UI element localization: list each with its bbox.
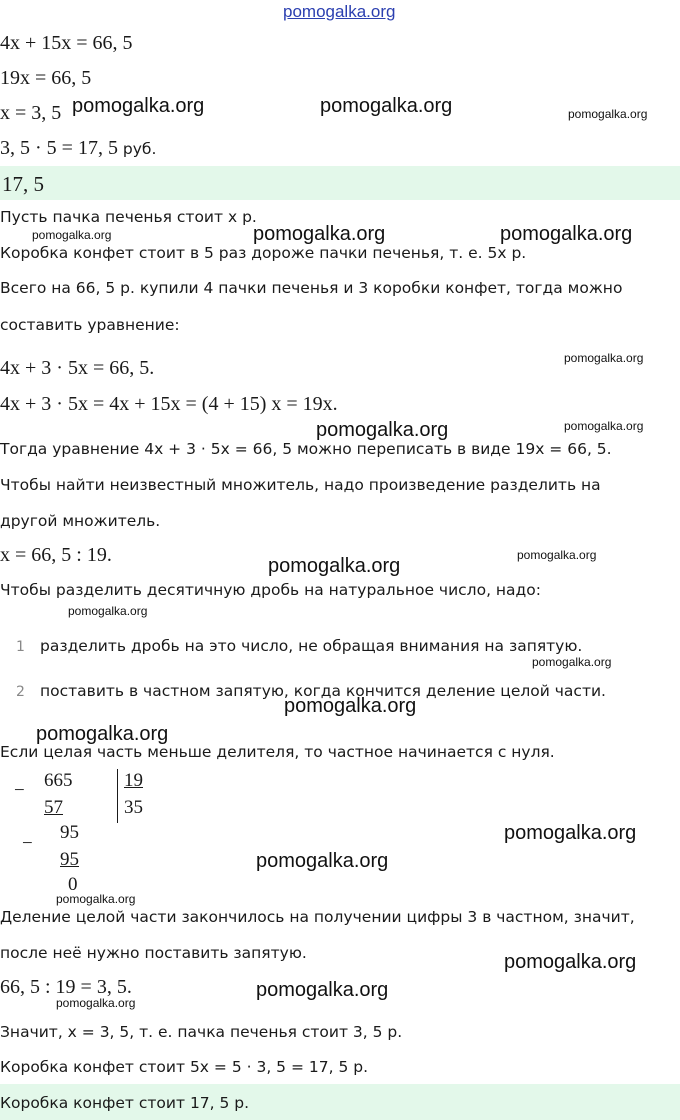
paragraph-5b: другой множитель. [0,512,161,530]
watermark: pomogalka.org [564,419,644,433]
solution-line-1: 4x + 15x = 66, 5 [0,32,133,54]
watermark: pomogalka.org [256,979,389,1001]
watermark: pomogalka.org [284,695,417,717]
equation-2: 4x + 3 · 5x = 4x + 15x = (4 + 15) x = 19x. [0,393,338,415]
final-answer: Коробка конфет стоит 17, 5 р. [0,1094,250,1112]
list-item [16,636,582,655]
answer-value: 17, 5 [2,172,44,196]
answer-box [0,166,680,200]
paragraph-1: Пусть пачка печенья стоит x р. [0,208,257,226]
division-subtract-1: 57 [44,797,63,818]
watermark: pomogalka.org [564,351,644,365]
paragraph-5a: Чтобы найти неизвестный множитель, надо произведение разделить на [0,476,601,494]
division-remainder-1: 95 [60,822,79,843]
list-item-number: 2 [16,684,25,700]
watermark: pomogalka.org [56,892,136,906]
watermark: pomogalka.org [504,822,637,844]
watermark: pomogalka.org [320,95,453,117]
equation-1: 4x + 3 · 5x = 66, 5. [0,357,155,379]
division-vertical-line [117,769,118,823]
watermark: pomogalka.org [72,95,205,117]
division-minus-1: − [14,780,25,801]
site-link[interactable]: pomogalka.org [283,2,396,21]
paragraph-8b: после неё нужно поставить запятую. [0,944,307,962]
paragraph-3a: Всего на 66, 5 р. купили 4 пачки печенья и 3 коробки конфет, тогда можно [0,279,623,297]
division-divisor: 19 [124,770,143,791]
watermark: pomogalka.org [504,951,637,973]
solution-line-4 [0,137,156,160]
watermark: pomogalka.org [36,723,169,745]
list-item-text: поставить в частном запятую, когда кончится деление целой части. [40,682,606,700]
division-subtract-2: 95 [60,849,79,870]
watermark: pomogalka.org [268,555,401,577]
equation-3: x = 66, 5 : 19. [0,544,112,566]
watermark: pomogalka.org [500,223,633,245]
watermark: pomogalka.org [253,223,386,245]
paragraph-9: Значит, x = 3, 5, т. е. пачка печенья стоит 3, 5 р. [0,1023,403,1041]
division-dividend: 665 [44,770,73,791]
paragraph-2: Коробка конфет стоит в 5 раз дороже пачки печенья, т. е. 5x р. [0,244,527,262]
watermark: pomogalka.org [517,548,597,562]
watermark: pomogalka.org [316,419,449,441]
solution-line-4-unit: руб. [117,140,157,158]
solution-line-4-math: 3, 5 · 5 = 17, 5 [0,137,118,159]
watermark: pomogalka.org [532,655,612,669]
equation-4: 66, 5 : 19 = 3, 5. [0,976,132,998]
watermark: pomogalka.org [68,604,148,618]
paragraph-10: Коробка конфет стоит 5x = 5 · 3, 5 = 17, 5 р. [0,1058,369,1076]
list-item-number: 1 [16,639,25,655]
paragraph-8a: Деление целой части закончилось на получении цифры 3 в частном, значит, [0,908,635,926]
solution-line-3: x = 3, 5 [0,102,62,124]
solution-line-2: 19x = 66, 5 [0,67,92,89]
paragraph-6: Чтобы разделить десятичную дробь на натуральное число, надо: [0,581,541,599]
paragraph-7: Если целая часть меньше делителя, то частное начинается с нуля. [0,743,555,761]
list-item-text: разделить дробь на это число, не обращая внимания на запятую. [40,637,583,655]
paragraph-3b: составить уравнение: [0,316,180,334]
division-quotient: 35 [124,797,143,818]
watermark: pomogalka.org [568,107,648,121]
watermark: pomogalka.org [56,996,136,1010]
watermark: pomogalka.org [32,228,112,242]
watermark: pomogalka.org [256,850,389,872]
division-remainder-2: 0 [68,874,78,895]
paragraph-4: Тогда уравнение 4x + 3 · 5x = 66, 5 можно переписать в виде 19x = 66, 5. [0,440,612,458]
division-minus-2: − [22,833,33,854]
